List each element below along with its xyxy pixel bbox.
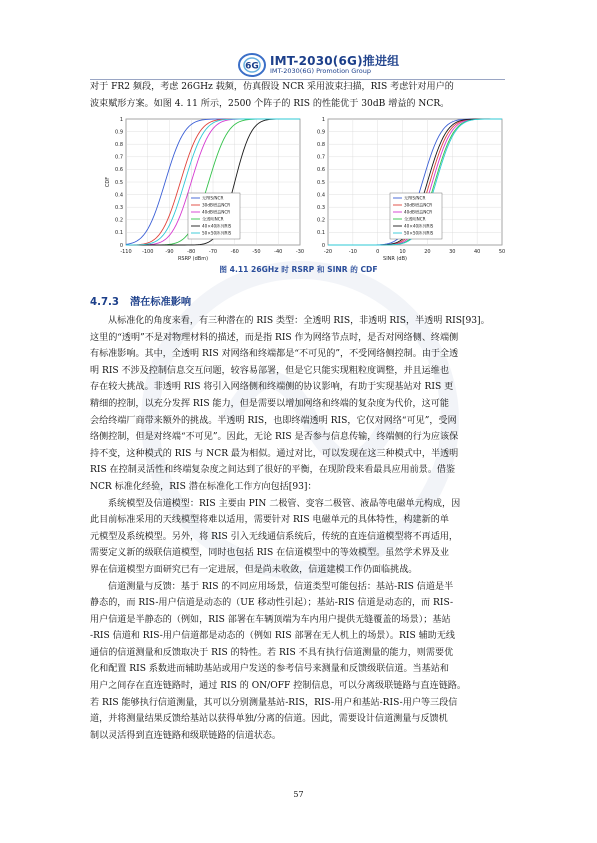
body-line: 通信的信道测量和反馈取决于 RIS 的特性。若 RIS 不具有执行信道测量的能力，则需要优	[90, 647, 454, 658]
x-tick-label: -100	[142, 249, 154, 255]
body-line: 用户信道是半静态的（例如，RIS 部署在车辆顶端为车内用户提供无缝覆盖的场景）；基站	[90, 614, 451, 625]
x-tick-label: -50	[252, 249, 261, 255]
section-heading	[90, 293, 191, 308]
x-tick-label: -90	[165, 249, 174, 255]
body-line: 此目前标准采用的天线模型将难以适用，需要针对 RIS 电磁单元的具体特性，构建新的单	[90, 515, 449, 526]
section-title: 潜在标准影响	[130, 297, 192, 308]
x-tick-label: 50	[498, 249, 506, 255]
legend-entry: 40×40阵列RIS	[404, 223, 434, 229]
legend-entry: 全透明NCR	[404, 216, 426, 222]
body-line: 需要定义新的级联信道模型，同时也包括 RIS 在信道模型中的等效模型。虽然学术界及业	[90, 548, 449, 559]
body-line: 明 RIS 不涉及控制信息交互问题，较容易部署，但是它只能实现粗粒度调整，并且运维也	[90, 365, 449, 376]
x-tick-label: -20	[323, 249, 333, 255]
y-tick-label: 0.3	[115, 205, 123, 211]
body-line: 持不变，这种模式的 RIS 与 NCR 最为相似。通过对比，可以发现在这三种模式中，半透明	[90, 448, 459, 459]
x-tick-label: 30	[449, 249, 456, 255]
body-line: 化和配置 RIS 系数进而辅助基站或用户发送的参考信号来测量和反馈级联信道。当基站和	[90, 664, 449, 675]
legend-entry: 40dB增益NCR	[404, 209, 433, 215]
y-tick-label: 0	[321, 242, 325, 249]
body-line: 用户之间存在直连链路时，通过 RIS 的 ON/OFF 控制信息，可以分离级联链路与直连链路。	[90, 681, 466, 692]
intro-line: 对于 FR2 频段，考虑 26GHz 载频，仿真假设 NCR 采用波束扫描，RIS 考虑针对用户的	[90, 82, 454, 92]
x-tick-label: -110	[120, 249, 132, 255]
body-line: 制以灵活得到直连链路和级联链路的信道状态。	[90, 730, 281, 741]
legend-entry: 40×40阵列RIS	[202, 223, 232, 229]
body-line: 精细的控制，以充分发挥 RIS 能力，但是需要以增加网络和终端的复杂度为代价，这可能	[90, 398, 449, 409]
body-line: 存在较大挑战。非透明 RIS 将引入网络侧和终端侧的协议影响，有助于实现基站对 RIS 更	[90, 382, 454, 393]
y-tick-label: 1	[119, 116, 123, 123]
body-line: 信道测量与反馈：基于 RIS 的不同应用场景，信道类型可能包括：基站-RIS 信道是半	[108, 581, 454, 592]
y-tick-label: 0.8	[115, 142, 123, 148]
x-tick-label: -80	[187, 249, 196, 255]
page-number: 57	[293, 790, 304, 799]
y-tick-label: 0.6	[317, 167, 325, 174]
body-line: 这里的“透明”不是对物理材料的描述，而是指 RIS 作为网络节点时，是否对网络侧、终端侧	[90, 332, 459, 343]
y-tick-label: 0.7	[115, 154, 123, 161]
legend-entry: 全透明NCR	[202, 216, 224, 222]
body-line: 若 RIS 能够执行信道测量，其可以分别测量基站-RIS，RIS-用户和基站-RIS-用户等三段信	[90, 697, 458, 708]
x-tick-label: -10	[348, 249, 357, 255]
sinr-cdf-chart	[306, 115, 506, 269]
x-axis-label: RSRP (dBm)	[177, 256, 209, 262]
x-tick-label: -40	[274, 249, 283, 255]
body-line: 元模型及系统模型。另外，将 RIS 引入无线通信系统后，传统的直连信道模型将不再适用，	[90, 531, 459, 542]
legend-entry: 30dB增益NCR	[404, 202, 433, 208]
x-tick-label: 10	[399, 249, 406, 255]
legend-entry: 50×50阵列RIS	[202, 230, 232, 236]
y-tick-label: 0.9	[115, 129, 123, 136]
body-line: RIS 在控制灵活性和终端复杂度之间达到了很好的平衡，在现阶段来看最具应用前景。借鉴	[90, 465, 456, 476]
intro-paragraph	[90, 79, 505, 112]
y-tick-label: 0.5	[317, 179, 325, 186]
intro-line: 波束赋形方案。如图 4. 11 所示，2500 个阵子的 RIS 的性能优于 30dB 增益的 NCR。	[90, 98, 450, 109]
legend-entry: 无RIS/NCR	[404, 195, 426, 201]
x-tick-label: -30	[295, 249, 304, 255]
y-tick-label: 0.4	[115, 192, 123, 199]
imt2030-logo-icon	[237, 52, 267, 78]
y-tick-label: 0.5	[115, 179, 123, 186]
legend-entry: 30dB增益NCR	[202, 202, 231, 208]
x-tick-label: -70	[208, 249, 218, 255]
body-line: 静态的，而 RIS-用户信道是动态的（UE 移动性引起）；基站-RIS 信道是动态的，而 RIS-	[90, 598, 454, 609]
legend-entry: 50×50阵列RIS	[404, 230, 434, 236]
svg-text:6G: 6G	[245, 61, 259, 72]
header-subtitle: IMT-2030(6G) Promotion Group	[270, 67, 372, 75]
y-tick-label: 0.1	[115, 230, 123, 237]
x-tick-label: 0	[376, 249, 380, 255]
y-tick-label: 0.2	[115, 217, 123, 224]
x-tick-label: 40	[473, 249, 481, 255]
body-line: 道，并将测量结果反馈给基站以获得单独/分离的信道。因此，需要设计信道测量与反馈机	[90, 714, 448, 725]
y-tick-label: 0.1	[317, 230, 325, 237]
body-line: 界在信道模型方面研究已有一定进展，但是尚未收敛，信道建模工作仍面临挑战。	[90, 564, 418, 575]
rsrp-cdf-chart	[104, 115, 304, 269]
section-number: 4.7.3	[90, 297, 120, 308]
y-tick-label: 0.9	[317, 129, 325, 136]
y-tick-label: 0.4	[317, 192, 325, 199]
y-tick-label: 0.3	[317, 205, 325, 211]
x-tick-label: -60	[230, 249, 239, 255]
body-text	[90, 313, 505, 744]
y-axis-label: CDF	[105, 176, 111, 188]
y-tick-label: 0.7	[317, 154, 325, 161]
body-line: -RIS 信道和 RIS-用户信道都是动态的（例如 RIS 部署在无人机上的场景）。RIS 辅助无线	[90, 631, 455, 642]
y-tick-label: 0.8	[317, 142, 325, 148]
y-tick-label: 0.2	[317, 217, 325, 224]
body-line: NCR 标准化经验，RIS 潜在标准化工作方向包括[93]：	[90, 481, 317, 492]
body-line: 络侧控制，但是对终端“不可见”。因此，无论 RIS 是否参与信息传输，终端侧的行为应该保	[90, 432, 459, 443]
legend-entry: 40dB增益NCR	[202, 209, 231, 215]
legend-entry: 无RIS/NCR	[202, 195, 224, 201]
y-tick-label: 0	[119, 242, 123, 249]
body-line: 系统模型及信道模型：RIS 主要由 PIN 二极管、变容二极管、液晶等电磁单元构成，因	[108, 498, 461, 509]
y-tick-label: 1	[321, 116, 325, 123]
body-line: 有标准影响。其中，全透明 RIS 对网络和终端都是“不可见的”，不受网络侧控制。由于全透	[90, 349, 459, 360]
x-axis-label: SINR (dB)	[383, 256, 407, 262]
figure-caption: 图 4.11 26GHz 时 RSRP 和 SINR 的 CDF	[219, 265, 378, 274]
body-line: 从标准化的角度来看，有三种潜在的 RIS 类型：全透明 RIS，非透明 RIS，半透明 RIS[93]。	[108, 316, 490, 326]
page-header	[0, 50, 597, 80]
header-title: IMT-2030(6G)推进组	[270, 54, 400, 68]
y-tick-label: 0.6	[115, 167, 123, 174]
body-line: 会给终端厂商带来额外的挑战。半透明 RIS，也即终端透明 RIS，它仅对网络“可见”，受网	[90, 415, 457, 426]
x-tick-label: 20	[424, 249, 431, 255]
